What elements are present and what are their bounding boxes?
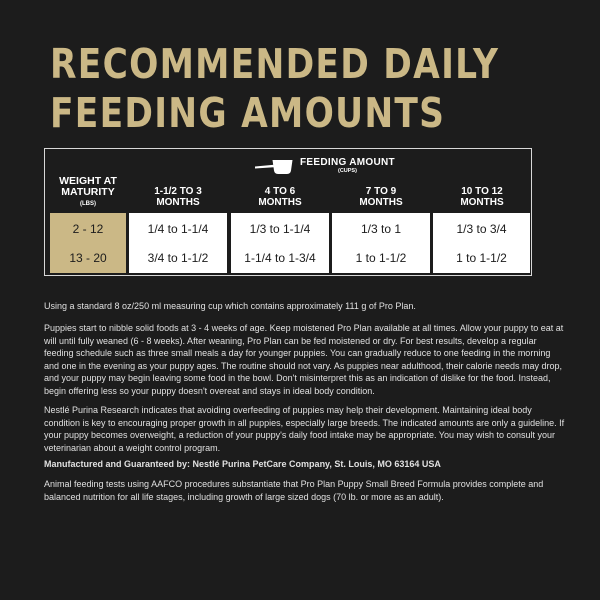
amount-cell: 3/4 to 1-1/2: [129, 242, 227, 273]
age-column-range: 10 TO 12: [461, 186, 503, 197]
amount-cell: 1/3 to 1-1/4: [231, 213, 329, 244]
measuring-cup-note: Using a standard 8 oz/250 ml measuring cup which contains approximately 111 g of Pro Plan.: [44, 301, 416, 311]
measuring-cup-icon: [254, 155, 294, 177]
feeding-amount-header: [254, 155, 395, 177]
age-column-unit: MONTHS: [156, 197, 200, 208]
amount-cell: 1-1/4 to 1-3/4: [231, 242, 329, 273]
age-column-range: 1-1/2 TO 3: [154, 186, 202, 197]
amount-cell: 1/3 to 1: [332, 213, 430, 244]
title-line-2: FEEDING AMOUNTS: [50, 89, 446, 137]
age-column-header: [231, 186, 329, 208]
amount-cell: 1 to 1-1/2: [433, 242, 530, 273]
age-column-range: 4 TO 6: [264, 186, 296, 197]
weight-header-unit: (LBS): [80, 201, 96, 207]
feeding-amount-unit: (CUPS): [337, 167, 357, 174]
manufacturer-note: Manufactured and Guaranteed by: Nestlé Purina PetCare Company, St. Louis, MO 63164 USA: [44, 459, 441, 469]
title-line-1: RECOMMENDED DAILY: [50, 40, 500, 88]
weight-cell: 2 - 12: [50, 213, 126, 244]
feeding-amount-title: FEEDING AMOUNT: [300, 156, 395, 168]
aafco-statement: Animal feeding tests using AAFCO procedures substantiate that Pro Plan Puppy Small Breed Formula provides complete and balanced nutrition for all life stages, including growth of large sized dogs (70 lb. or more as an adult).: [44, 479, 544, 502]
age-column-unit: MONTHS: [359, 197, 403, 208]
age-column-header: [129, 186, 227, 208]
weight-header-label: WEIGHT AT MATURITY: [59, 175, 117, 198]
age-column-unit: MONTHS: [258, 197, 302, 208]
page-title: [50, 40, 500, 138]
age-column-unit: MONTHS: [460, 197, 504, 208]
research-note: Nestlé Purina Research indicates that avoiding overfeeding of puppies may help their development. Maintaining ideal body condition is key to encouraging proper growth in all puppies, especially large breeds. The indicated amounts are only a guideline. If your puppy becomes overweight, a reduction of your puppy's daily food intake may be appropriate. You may wish to consult your veterinarian about a weight control program.: [44, 405, 565, 453]
age-column-header: [433, 186, 531, 208]
puppy-feeding-instructions: Puppies start to nibble solid foods at 3 - 4 weeks of age. Keep moistened Pro Plan available at all times. Allow your puppy to eat at will until fully weaned (6 - 8 weeks). After weaning, Pro Plan can be fed moistened or dry. For best results, develop a regular feeding schedule such as three small meals a day for younger puppies. You can gradually reduce to one feeding in the morning and one in the evening as your puppy ages. The routine should not vary. As puppies near adulthood, their calorie needs may drop, and your puppy may begin leaving some food in the bowl. Don't misinterpret this as an indication of dislike for the food. Instead, begin offering less so your puppy doesn't overeat and stays in ideal body condition.: [44, 323, 564, 396]
weight-at-maturity-header: [50, 176, 126, 210]
age-column-range: 7 TO 9: [365, 186, 397, 197]
age-column-header: [332, 186, 430, 208]
feeding-amount-label: [300, 158, 395, 175]
weight-cell: 13 - 20: [50, 242, 126, 273]
amount-cell: 1/3 to 3/4: [433, 213, 530, 244]
amount-cell: 1 to 1-1/2: [332, 242, 430, 273]
amount-cell: 1/4 to 1-1/4: [129, 213, 227, 244]
